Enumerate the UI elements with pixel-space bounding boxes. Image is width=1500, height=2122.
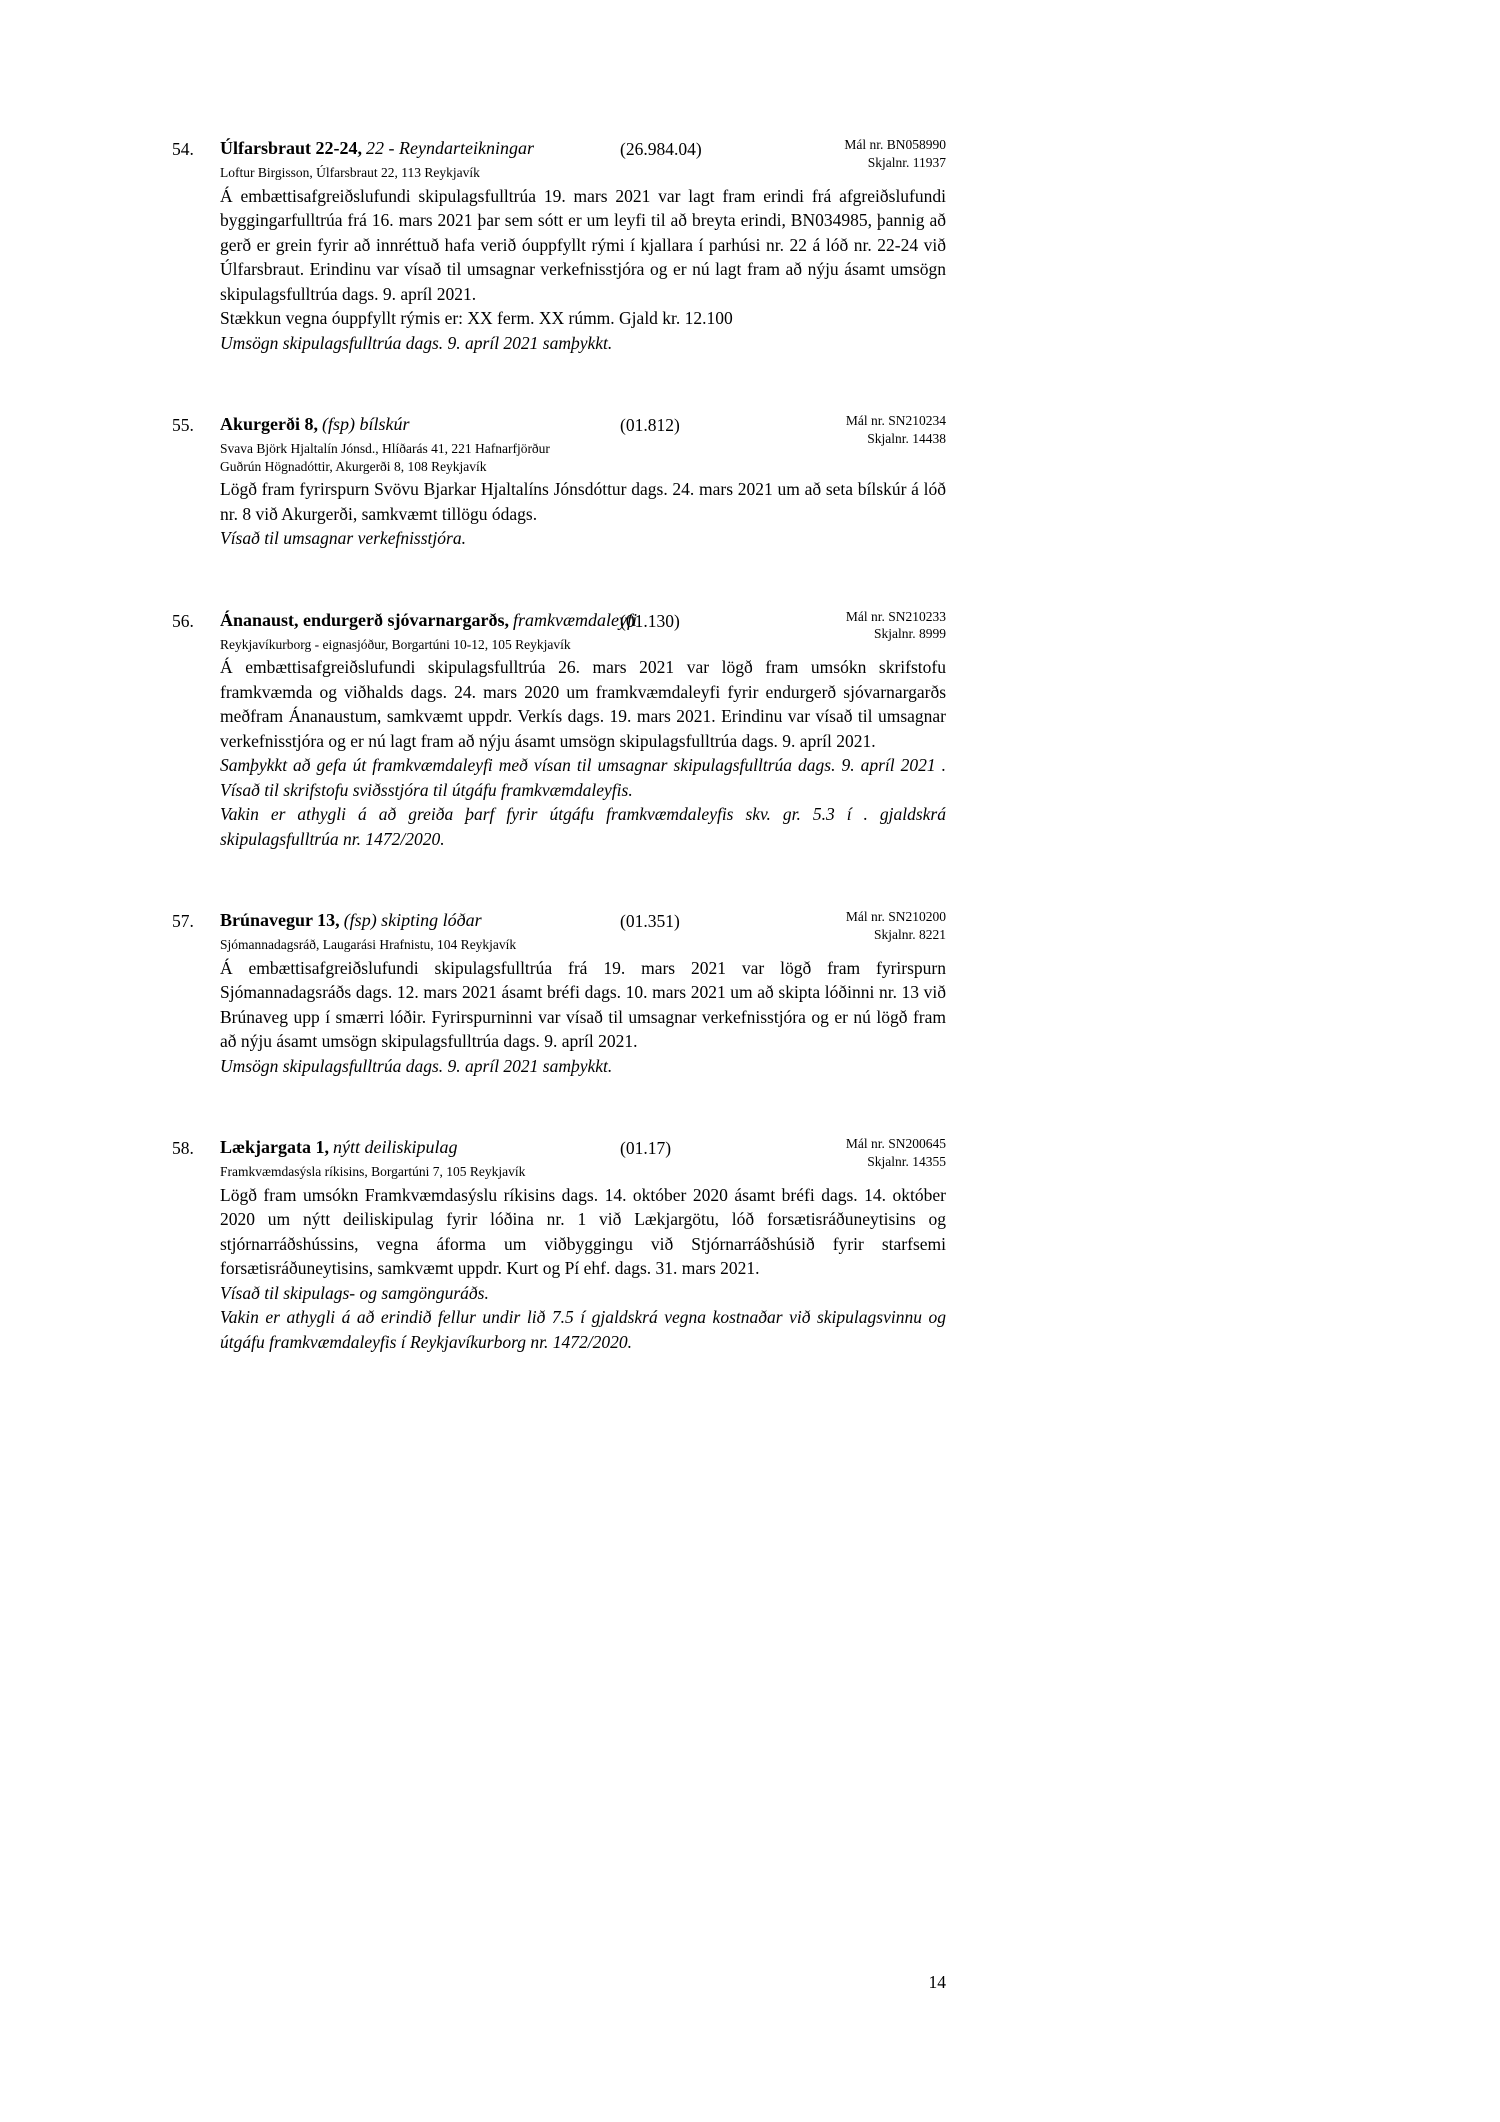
applicant-line: Guðrún Högnadóttir, Akurgerði 8, 108 Reykjavík xyxy=(220,458,487,474)
body-paragraph: Á embættisafgreiðslufundi skipulagsfulltrúa frá 19. mars 2021 var lögð fram fyrirspurn Sjómannadagsráðs dags. 12. mars 2021 ásamt bréfi dags. 10. mars 2021 um að skipta lóðinni nr. 13 við Brúnaveg upp í smærri lóðir. Fyrirspurninni var vísað til umsagnar verkefnisstjóra og er nú lögð fram að nýju ásamt umsögn skipulagsfulltrúa dags. 9. apríl 2021. xyxy=(220,957,946,1051)
fee-notice-paragraph: Vakin er athygli á að greiða þarf fyrir útgáfu framkvæmdaleyfis skv. gr. 5.3 í . gjaldskrá skipulagsfulltrúa nr. 1472/2020. xyxy=(220,804,946,849)
item-title-address: Brúnavegur 13, xyxy=(220,910,340,930)
item-header xyxy=(172,908,946,942)
case-number: Mál nr. BN058990 xyxy=(844,137,946,152)
case-info xyxy=(846,608,946,643)
document-content xyxy=(172,136,946,1411)
fee-notice-paragraph: Vakin er athygli á að erindið fellur undir lið 7.5 í gjaldskrá vegna kostnaðar við skipulagsvinnu og útgáfu framkvæmdaleyfis í Reykjavíkurborg nr. 1472/2020. xyxy=(220,1307,946,1352)
item-title xyxy=(220,1135,640,1160)
body-paragraph: Lögð fram umsókn Framkvæmdasýslu ríkisins dags. 14. október 2020 ásamt bréfi dags. 14. október 2020 um nýtt deiliskipulag fyrir lóðina nr. 1 við Lækjargötu, lóð forsætisráðuneytisins og stjórnarráðshússins, vegna áforma um viðbyggingu við Stjórnarráðshúsið fyrir starfsemi forsætisráðuneytisins, samkvæmt uppdr. Kurt og Pí ehf. dags. 31. mars 2021. xyxy=(220,1184,946,1278)
item-code: (01.351) xyxy=(620,911,680,931)
item-title-type: (fsp) skipting lóðar xyxy=(343,910,482,930)
applicant-line: Framkvæmdasýsla ríkisins, Borgartúni 7, 105 Reykjavík xyxy=(220,1164,526,1179)
item-code: (01.130) xyxy=(620,610,680,631)
item-number: 58. xyxy=(172,1138,194,1158)
document-number: Skjalnr. 11937 xyxy=(867,154,946,170)
item-number: 55. xyxy=(172,415,194,435)
item-title-address: Ánanaust, endurgerð sjóvarnargarðs, xyxy=(220,609,510,630)
agenda-item-58 xyxy=(172,1135,946,1354)
applicants xyxy=(172,164,946,182)
document-number: Skjalnr. 8999 xyxy=(873,626,946,641)
case-info xyxy=(846,412,946,447)
page-number: 14 xyxy=(928,1972,946,1992)
applicant-line: Loftur Birgisson, Úlfarsbraut 22, 113 Reykjavík xyxy=(220,165,480,180)
applicants xyxy=(172,636,946,654)
item-title-address: Akurgerði 8, xyxy=(220,414,318,434)
body-paragraph: Stækkun vegna óuppfyllt rýmis er: XX ferm. XX rúmm. Gjald kr. 12.100 xyxy=(220,308,733,328)
case-number: Mál nr. SN200645 xyxy=(845,1136,946,1151)
item-title xyxy=(220,412,640,437)
case-number: Mál nr. SN210234 xyxy=(845,413,946,428)
item-header xyxy=(172,608,946,641)
item-code: (26.984.04) xyxy=(620,139,702,159)
agenda-item-55 xyxy=(172,412,946,551)
item-header xyxy=(172,1135,946,1169)
item-title xyxy=(220,136,640,161)
item-code: (01.17) xyxy=(620,1138,672,1158)
item-number: 57. xyxy=(172,911,194,931)
item-header xyxy=(172,412,946,446)
item-title-type: nýtt deiliskipulag xyxy=(333,1137,458,1157)
body-paragraph: Á embættisafgreiðslufundi skipulagsfulltrúa 26. mars 2021 var lögð fram umsókn skrifstofu framkvæmda og viðhalds dags. 24. mars 2020 um framkvæmdaleyfi fyrir endurgerð sjóvarnargarðs meðfram Ánanaustum, samkvæmt uppdr. Verkís dags. 19. mars 2021. Erindinu var vísað til umsagnar verkefnisstjóra og er nú lagt fram að nýju ásamt umsögn skipulagsfulltrúa dags. 9. apríl 2021. xyxy=(220,657,946,751)
agenda-item-57 xyxy=(172,908,946,1078)
case-info xyxy=(846,1135,946,1170)
applicants xyxy=(172,440,946,475)
body-paragraph: Lögð fram fyrirspurn Svövu Bjarkar Hjaltalíns Jónsdóttur dags. 24. mars 2021 um að seta bílskúr á lóð nr. 8 við Akurgerði, samkvæmt tillögu ódags. xyxy=(220,479,946,524)
applicant-line: Reykjavíkurborg - eignasjóður, Borgartúni 10-12, 105 Reykjavík xyxy=(220,636,571,652)
item-title xyxy=(220,908,640,933)
decision-paragraph: Umsögn skipulagsfulltrúa dags. 9. apríl 2021 samþykkt. xyxy=(220,332,613,353)
item-title-address: Úlfarsbraut 22-24, xyxy=(220,138,362,158)
item-title-type: framkvæmdaleyfi xyxy=(513,609,637,630)
item-header xyxy=(172,136,946,170)
document-number: Skjalnr. 14355 xyxy=(867,1153,946,1169)
agenda-item-54 xyxy=(172,136,946,355)
document-number: Skjalnr. 8221 xyxy=(873,926,946,942)
case-number: Mál nr. SN210200 xyxy=(845,909,946,924)
item-title-type: 22 - Reyndarteikningar xyxy=(366,138,534,158)
body-paragraph: Á embættisafgreiðslufundi skipulagsfulltrúa 19. mars 2021 var lagt fram erindi frá afgreiðslufundi byggingarfulltrúa frá 16. mars 2021 þar sem sótt er um leyfi til að breyta erindi, BN034985, þannig að gerð er grein fyrir að innréttuð hafa verið óuppfyllt rými í kjallara í parhúsi nr. 22 á lóð nr. 22-24 við Úlfarsbraut. Erindinu var vísað til umsagnar verkefnisstjóra og er nú lagt fram að nýju ásamt umsögn skipulagsfulltrúa dags. 9. apríl 2021. xyxy=(220,185,946,304)
item-number: 56. xyxy=(172,610,194,631)
decision-paragraph: Umsögn skipulagsfulltrúa dags. 9. apríl 2021 samþykkt. xyxy=(220,1055,613,1076)
decision-paragraph: Samþykkt að gefa út framkvæmdaleyfi með vísan til umsagnar skipulagsfulltrúa dags. 9. apríl 2021 . Vísað til skrifstofu sviðsstjóra til útgáfu framkvæmdaleyfis. xyxy=(220,755,946,800)
item-code: (01.812) xyxy=(620,415,680,435)
case-info xyxy=(844,136,946,171)
item-title xyxy=(220,608,640,633)
decision-paragraph: Vísað til umsagnar verkefnisstjóra. xyxy=(220,528,466,548)
item-number: 54. xyxy=(172,139,194,159)
applicants xyxy=(172,1163,946,1181)
item-title-address: Lækjargata 1, xyxy=(220,1137,329,1157)
case-info xyxy=(846,908,946,943)
document-number: Skjalnr. 14438 xyxy=(867,430,946,446)
decision-paragraph: Vísað til skipulags- og samgönguráðs. xyxy=(220,1282,489,1303)
applicant-line: Sjómannadagsráð, Laugarási Hrafnistu, 104 Reykjavík xyxy=(220,937,517,952)
applicant-line: Svava Björk Hjaltalín Jónsd., Hlíðarás 41, 221 Hafnarfjörður xyxy=(220,441,550,456)
case-number: Mál nr. SN210233 xyxy=(845,608,946,624)
agenda-item-56 xyxy=(172,608,946,852)
item-title-type: (fsp) bílskúr xyxy=(322,414,410,434)
applicants xyxy=(172,936,946,954)
